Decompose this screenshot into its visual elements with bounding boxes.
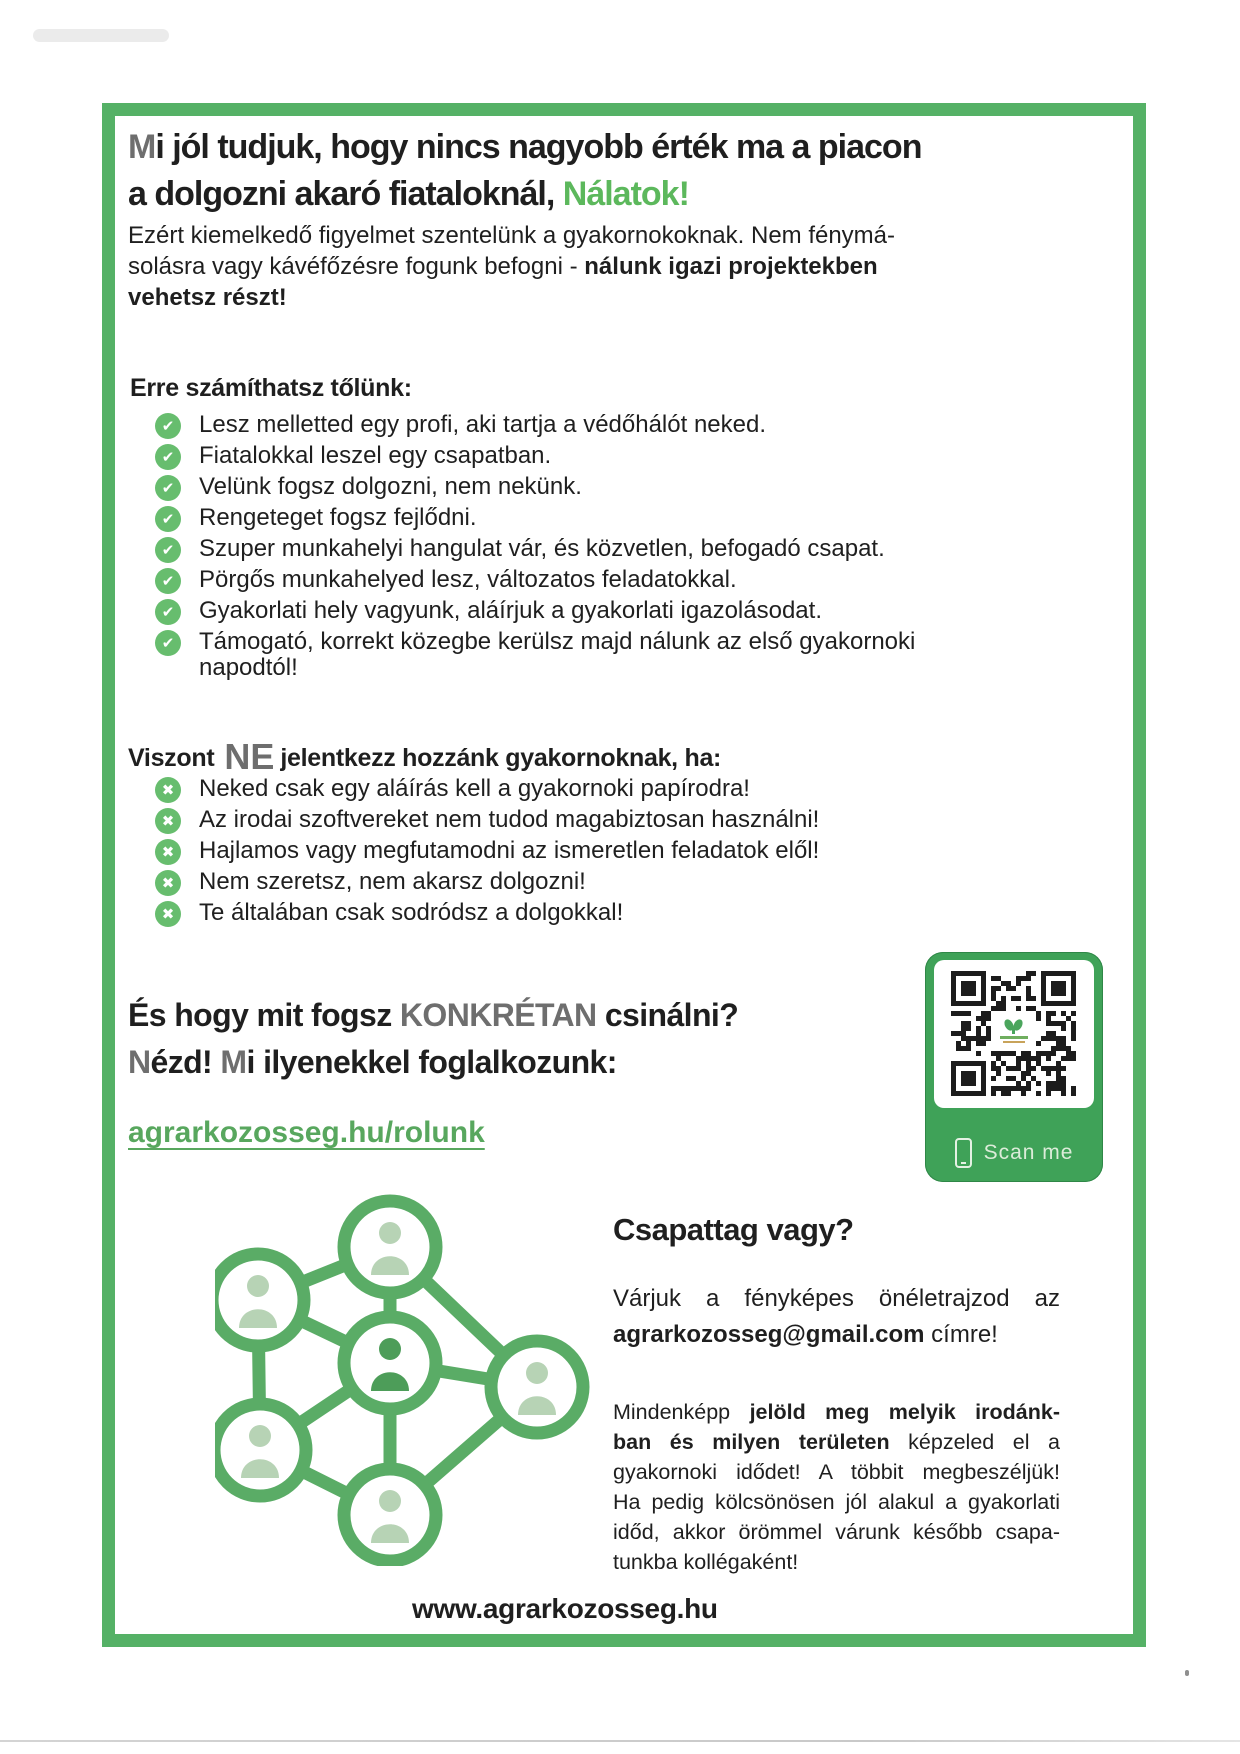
expect-list <box>155 412 1001 685</box>
check-icon: ✔ <box>155 413 181 439</box>
concrete-heading <box>128 992 738 1086</box>
details-paragraph <box>613 1397 1060 1577</box>
list-item-label: Velünk fogsz dolgozni, nem nekünk. <box>199 473 582 500</box>
cross-icon: ✖ <box>155 808 181 834</box>
team-network-diagram <box>215 1184 610 1566</box>
list-item <box>155 900 1001 927</box>
cross-icon: ✖ <box>155 901 181 927</box>
reject-heading-ne: NE <box>224 736 275 777</box>
list-item <box>155 443 1001 470</box>
list-item <box>155 536 1001 563</box>
list-item-label: Az irodai szoftvereket nem tudod magabiztosan használni! <box>199 806 820 833</box>
details-line: Mindenképp jelöld meg melyik irodánk- <box>613 1400 1060 1424</box>
list-item <box>155 474 1001 501</box>
qr-code-block <box>925 952 1103 1182</box>
check-icon: ✔ <box>155 568 181 594</box>
check-icon: ✔ <box>155 475 181 501</box>
page-title <box>128 124 921 218</box>
list-item-label: Támogató, korrekt közegbe kerülsz majd nálunk az első gyakornoki napodtól! <box>199 628 916 681</box>
cta-paragraph <box>613 1281 1060 1353</box>
list-item-label: Te általában csak sodródsz a dolgokkal! <box>199 899 624 926</box>
reject-list <box>155 776 1001 931</box>
list-item-label: Lesz melletted egy profi, aki tartja a védőhálót neked. <box>199 411 766 438</box>
list-item <box>155 629 1001 681</box>
title-green-word: Nálatok! <box>562 175 689 213</box>
details-line: Ha pedig kölcsönösen jól alakul a gyakorlati <box>613 1490 1060 1514</box>
cross-icon: ✖ <box>155 777 181 803</box>
list-item <box>155 598 1001 625</box>
intro-line: solásra vagy kávéfőzésre fogunk befogni - nálunk igazi projektekben <box>128 253 878 280</box>
expect-section-heading: Erre számíthatsz tőlünk: <box>130 374 412 402</box>
scan-dot-artifact <box>1185 1670 1189 1676</box>
details-line: gyakornoki idődet! A többit megbeszéljük! <box>613 1460 1060 1484</box>
page-title-line2 <box>128 171 921 218</box>
details-line: időd, akkor örömmel várunk később csapa- <box>613 1520 1060 1544</box>
team-heading: Csapattag vagy? <box>613 1212 854 1247</box>
list-item-label: Szuper munkahelyi hangulat vár, és közvetlen, befogadó csapat. <box>199 535 885 562</box>
scan-smudge-artifact <box>33 29 169 42</box>
green-border-frame <box>102 103 1146 1647</box>
cta-line: Várjuk a fényképes önéletrajzod az <box>613 1285 1060 1312</box>
list-item-label: Gyakorlati hely vagyunk, aláírjuk a gyakorlati igazolásodat. <box>199 597 822 624</box>
cross-icon: ✖ <box>155 839 181 865</box>
concrete-accent-word: KONKRÉTAN <box>399 997 597 1033</box>
list-item <box>155 412 1001 439</box>
page-title-line1 <box>128 124 921 171</box>
title-text: i jól tudjuk, hogy nincs nagyobb érték ma a piacon <box>155 128 922 166</box>
network-nodes <box>215 1201 583 1561</box>
reject-section-heading <box>128 736 721 778</box>
check-icon: ✔ <box>155 599 181 625</box>
qr-center-logo <box>995 1015 1032 1047</box>
check-icon: ✔ <box>155 506 181 532</box>
list-item <box>155 807 1001 834</box>
team-column <box>613 1212 1060 1577</box>
list-item <box>155 838 1001 865</box>
reject-heading-pre: Viszont <box>128 744 215 772</box>
list-item-label: Rengeteget fogsz fejlődni. <box>199 504 477 531</box>
list-item <box>155 776 1001 803</box>
scan-me-row <box>925 1138 1103 1168</box>
phone-icon <box>955 1138 972 1168</box>
list-item <box>155 869 1001 896</box>
title-accent-letter: M <box>128 128 156 166</box>
scan-me-label: Scan me <box>983 1141 1074 1164</box>
list-item-label: Fiatalokkal leszel egy csapatban. <box>199 442 552 469</box>
list-item <box>155 505 1001 532</box>
check-icon: ✔ <box>155 444 181 470</box>
qr-code <box>934 960 1094 1108</box>
list-item-label: Neked csak egy aláírás kell a gyakornoki papírodra! <box>199 775 750 802</box>
concrete-accent-letter: N <box>128 1044 151 1080</box>
concrete-accent-letter: M <box>220 1044 247 1080</box>
email-link[interactable]: agrarkozosseg@gmail.com <box>613 1321 925 1348</box>
scan-edge-artifact <box>0 1740 1240 1742</box>
check-icon: ✔ <box>155 537 181 563</box>
list-item-label: Pörgős munkahelyed lesz, változatos feladatokkal. <box>199 566 737 593</box>
cta-line: agrarkozosseg@gmail.com címre! <box>613 1321 998 1348</box>
intro-line: vehetsz részt! <box>128 284 287 311</box>
check-icon: ✔ <box>155 630 181 656</box>
rolunk-link[interactable]: agrarkozosseg.hu/rolunk <box>128 1116 485 1149</box>
details-line: ban és milyen területen képzeled el a <box>613 1430 1060 1454</box>
list-item-label: Hajlamos vagy megfutamodni az ismeretlen feladatok elől! <box>199 837 820 864</box>
list-item <box>155 567 1001 594</box>
intro-paragraph <box>128 220 895 313</box>
details-line: tunkba kollégaként! <box>613 1550 799 1574</box>
footer-url: www.agrarkozosseg.hu <box>412 1593 718 1624</box>
list-item-label: Nem szeretsz, nem akarsz dolgozni! <box>199 868 586 895</box>
title-text: a dolgozni akaró fiataloknál, <box>128 175 563 213</box>
concrete-heading-line2: Nézd! Mi ilyenekkel foglalkozunk: <box>128 1044 617 1080</box>
cross-icon: ✖ <box>155 870 181 896</box>
concrete-heading-line1: És hogy mit fogsz KONKRÉTAN csinálni? <box>128 997 739 1033</box>
intro-line: Ezért kiemelkedő figyelmet szentelünk a gyakornokoknak. Nem fénymá- <box>128 222 896 249</box>
reject-heading-post: jelentkezz hozzánk gyakornoknak, ha: <box>280 744 722 772</box>
